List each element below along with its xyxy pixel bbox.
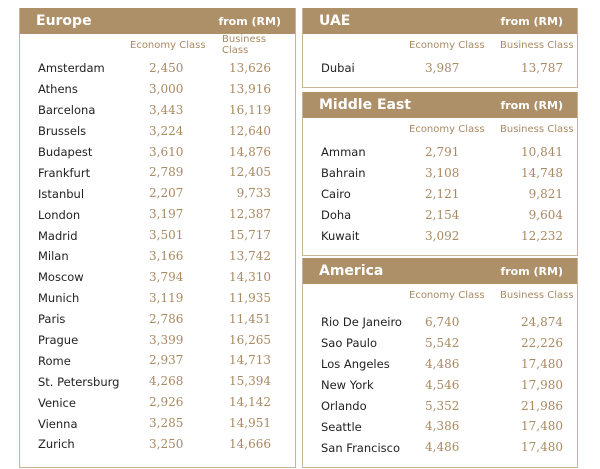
business-fare: 17,480	[521, 419, 563, 434]
table-row	[20, 183, 295, 204]
city-name: Moscow	[38, 270, 84, 285]
city-name: Budapest	[38, 145, 93, 159]
column-headers	[20, 34, 295, 56]
city-name: Rio De Janeiro	[321, 315, 402, 330]
economy-fare: 2,926	[149, 395, 184, 410]
business-fare: 22,226	[521, 335, 563, 350]
america-rows	[303, 306, 577, 458]
city-name: Vienna	[38, 416, 78, 431]
middle-east-rows	[303, 140, 577, 246]
business-fare: 21,986	[521, 398, 563, 413]
business-fare: 16,265	[229, 332, 271, 347]
middle-east-header-bar	[303, 92, 577, 118]
economy-fare: 4,268	[149, 374, 184, 389]
uae-panel	[302, 8, 578, 88]
city-name: Frankfurt	[38, 165, 91, 180]
business-fare: 14,951	[229, 416, 271, 431]
table-row	[20, 288, 295, 309]
right-column	[302, 8, 578, 468]
economy-fare: 3,092	[425, 228, 460, 243]
table-row	[303, 163, 577, 184]
city-name: Brussels	[38, 124, 87, 139]
economy-class-header: Economy Class	[409, 289, 485, 301]
city-name: Bahrain	[321, 166, 366, 181]
economy-fare: 4,546	[425, 377, 460, 392]
economy-fare: 3,399	[149, 332, 184, 347]
business-fare: 15,394	[229, 374, 271, 389]
business-fare: 9,604	[528, 207, 563, 222]
from-label: from (RM)	[500, 264, 563, 278]
business-class-header: Business Class	[500, 123, 574, 135]
table-row	[20, 58, 295, 79]
table-row	[20, 225, 295, 246]
table-row	[303, 184, 577, 205]
city-name: Seattle	[321, 419, 362, 434]
economy-fare: 3,250	[149, 437, 184, 452]
economy-fare: 2,791	[425, 145, 460, 159]
business-fare: 9,733	[236, 186, 271, 201]
table-row	[303, 333, 577, 354]
region-title: America	[319, 263, 384, 279]
region-title: Europe	[36, 13, 92, 29]
city-name: London	[38, 207, 81, 222]
economy-fare: 3,000	[149, 81, 184, 96]
business-fare: 17,980	[521, 377, 563, 392]
economy-fare: 3,197	[149, 207, 184, 222]
table-row	[20, 309, 295, 330]
table-row	[20, 413, 295, 434]
business-class-header: Business Class	[500, 289, 574, 301]
city-name: Munich	[38, 291, 80, 306]
table-row	[20, 121, 295, 142]
business-fare: 14,142	[229, 395, 271, 410]
from-label: from (RM)	[500, 98, 563, 112]
column-headers	[303, 34, 577, 56]
city-name: San Francisco	[321, 440, 401, 455]
business-fare: 12,387	[229, 207, 271, 222]
europe-rows	[20, 56, 295, 455]
europe-header-bar	[20, 8, 295, 34]
table-row	[20, 100, 295, 121]
table-row	[20, 204, 295, 225]
table-row	[303, 354, 577, 375]
economy-fare: 2,450	[149, 61, 184, 75]
economy-fare: 3,285	[149, 416, 184, 431]
business-fare: 13,787	[521, 61, 563, 75]
business-fare: 11,935	[229, 290, 271, 305]
city-name: Orlando	[321, 399, 367, 413]
europe-panel	[19, 8, 296, 468]
business-fare: 14,310	[229, 269, 271, 284]
table-row	[303, 142, 577, 163]
economy-fare: 4,486	[425, 440, 460, 455]
table-row	[20, 392, 295, 413]
city-name: St. Petersburg	[38, 374, 120, 389]
city-name: Dubai	[321, 61, 355, 76]
column-headers	[303, 118, 577, 140]
table-row	[303, 205, 577, 226]
table-row	[20, 330, 295, 351]
city-name: Sao Paulo	[321, 336, 378, 351]
economy-fare: 3,224	[149, 123, 184, 138]
uae-header-bar	[303, 8, 577, 34]
uae-rows	[303, 56, 577, 79]
economy-fare: 3,794	[149, 269, 184, 284]
city-name: Venice	[38, 395, 76, 410]
city-name: Istanbul	[38, 186, 85, 201]
business-fare: 15,717	[229, 228, 271, 243]
business-fare: 14,876	[229, 144, 271, 159]
business-fare: 11,451	[229, 311, 271, 326]
business-fare: 9,821	[528, 186, 563, 201]
city-name: Athens	[38, 82, 78, 97]
business-fare: 12,405	[229, 165, 271, 180]
economy-fare: 3,119	[149, 290, 184, 305]
business-fare: 10,841	[521, 145, 563, 159]
city-name: Prague	[38, 333, 79, 348]
business-fare: 12,232	[521, 228, 563, 243]
city-name: Cairo	[321, 187, 351, 202]
economy-fare: 3,166	[149, 249, 184, 264]
economy-fare: 2,121	[425, 186, 460, 201]
economy-fare: 4,486	[425, 356, 460, 371]
city-name: Rome	[38, 353, 71, 368]
table-row	[303, 58, 577, 79]
economy-fare: 3,443	[149, 102, 184, 117]
economy-fare: 2,789	[149, 165, 184, 180]
economy-class-header: Economy Class	[409, 39, 485, 51]
column-headers	[303, 284, 577, 306]
business-fare: 16,119	[229, 102, 271, 117]
from-label: from (RM)	[500, 14, 563, 28]
economy-fare: 3,987	[425, 61, 460, 75]
business-fare: 13,742	[229, 249, 271, 264]
table-row	[303, 416, 577, 437]
economy-fare: 2,207	[149, 186, 184, 201]
america-header-bar	[303, 258, 577, 284]
economy-fare: 3,610	[149, 144, 184, 159]
business-fare: 24,874	[521, 315, 563, 329]
city-name: Doha	[321, 208, 352, 223]
business-fare: 17,480	[521, 440, 563, 455]
economy-fare: 3,501	[149, 228, 184, 243]
economy-class-header: Economy Class	[130, 39, 206, 51]
table-row	[20, 246, 295, 267]
economy-fare: 4,386	[425, 419, 460, 434]
business-class-header: Business Class	[500, 39, 574, 51]
economy-class-header: Economy Class	[409, 123, 485, 135]
city-name: Amman	[321, 145, 366, 160]
city-name: Amsterdam	[38, 61, 105, 76]
business-fare: 12,640	[229, 123, 271, 138]
middle-east-panel	[302, 92, 578, 256]
table-row	[303, 396, 577, 417]
economy-fare: 5,542	[425, 335, 460, 350]
table-row	[20, 79, 295, 100]
economy-fare: 2,786	[149, 311, 184, 326]
city-name: Madrid	[38, 228, 78, 243]
economy-fare: 2,937	[149, 353, 184, 368]
economy-fare: 2,154	[425, 207, 460, 222]
table-row	[303, 375, 577, 396]
table-row	[20, 371, 295, 392]
city-name: Kuwait	[321, 229, 360, 243]
table-row	[20, 162, 295, 183]
table-row	[20, 434, 295, 455]
table-row	[303, 437, 577, 458]
city-name: Zurich	[38, 437, 75, 452]
america-panel	[302, 258, 578, 468]
table-row	[20, 350, 295, 371]
region-title: Middle East	[319, 97, 411, 113]
city-name: New York	[321, 378, 374, 393]
economy-fare: 3,108	[425, 165, 460, 180]
business-fare: 14,748	[521, 165, 563, 180]
economy-fare: 5,352	[425, 398, 460, 413]
table-row	[303, 226, 577, 247]
business-fare: 17,480	[521, 356, 563, 371]
region-title: UAE	[319, 13, 351, 29]
business-fare: 13,916	[229, 81, 271, 96]
city-name: Paris	[38, 312, 66, 327]
business-class-header: Business Class	[222, 34, 267, 56]
business-fare: 14,713	[229, 353, 271, 368]
business-fare: 14,666	[229, 437, 271, 452]
from-label: from (RM)	[218, 14, 281, 28]
table-row	[20, 142, 295, 163]
city-name: Los Angeles	[321, 357, 390, 372]
city-name: Barcelona	[38, 103, 96, 118]
city-name: Milan	[38, 249, 69, 264]
economy-fare: 6,740	[425, 315, 460, 329]
business-fare: 13,626	[229, 61, 271, 75]
table-row	[303, 312, 577, 333]
table-row	[20, 267, 295, 288]
